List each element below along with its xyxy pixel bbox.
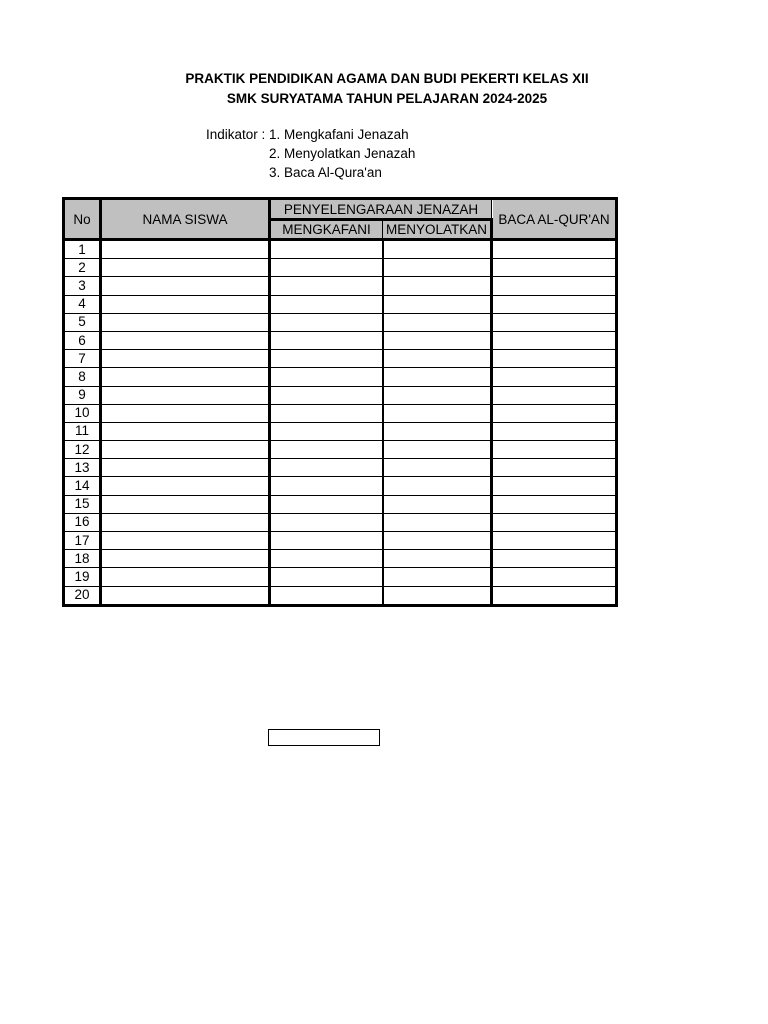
cell-nama[interactable] [101, 513, 270, 531]
cell-mengkafani[interactable] [270, 495, 383, 513]
table-row [64, 368, 617, 386]
table-row [64, 259, 617, 277]
cell-no: 6 [64, 331, 101, 349]
cell-baca[interactable] [492, 513, 617, 531]
cell-nama[interactable] [101, 550, 270, 568]
table-body [64, 240, 617, 606]
cell-baca[interactable] [492, 331, 617, 349]
header-no: No [64, 199, 101, 240]
cell-baca[interactable] [492, 350, 617, 368]
cell-menyolatkan[interactable] [383, 350, 492, 368]
table-row [64, 550, 617, 568]
cell-nama[interactable] [101, 350, 270, 368]
cell-mengkafani[interactable] [270, 422, 383, 440]
cell-baca[interactable] [492, 368, 617, 386]
cell-baca[interactable] [492, 295, 617, 313]
cell-nama[interactable] [101, 477, 270, 495]
cell-nama[interactable] [101, 240, 270, 259]
cell-baca[interactable] [492, 441, 617, 459]
table-row [64, 277, 617, 295]
header-menyolatkan: MENYOLATKAN [383, 220, 492, 240]
cell-mengkafani[interactable] [270, 368, 383, 386]
empty-cell-box[interactable] [268, 729, 380, 746]
indicator-item-1: 1. Mengkafani Jenazah [269, 127, 409, 142]
cell-baca[interactable] [492, 422, 617, 440]
cell-nama[interactable] [101, 586, 270, 605]
cell-mengkafani[interactable] [270, 277, 383, 295]
cell-mengkafani[interactable] [270, 313, 383, 331]
cell-menyolatkan[interactable] [383, 295, 492, 313]
table-row [64, 568, 617, 586]
cell-baca[interactable] [492, 477, 617, 495]
cell-menyolatkan[interactable] [383, 259, 492, 277]
cell-baca[interactable] [492, 568, 617, 586]
cell-nama[interactable] [101, 331, 270, 349]
table-row [64, 313, 617, 331]
cell-no: 13 [64, 459, 101, 477]
cell-mengkafani[interactable] [270, 550, 383, 568]
student-assessment-table [62, 197, 618, 607]
cell-baca[interactable] [492, 495, 617, 513]
cell-no: 17 [64, 532, 101, 550]
cell-no: 2 [64, 259, 101, 277]
cell-mengkafani[interactable] [270, 331, 383, 349]
cell-no: 20 [64, 586, 101, 605]
table-row [64, 404, 617, 422]
cell-nama[interactable] [101, 441, 270, 459]
cell-menyolatkan[interactable] [383, 532, 492, 550]
cell-menyolatkan[interactable] [383, 313, 492, 331]
cell-baca[interactable] [492, 277, 617, 295]
cell-no: 4 [64, 295, 101, 313]
cell-baca[interactable] [492, 586, 617, 605]
cell-nama[interactable] [101, 368, 270, 386]
cell-nama[interactable] [101, 404, 270, 422]
document-title-line-1: PRAKTIK PENDIDIKAN AGAMA DAN BUDI PEKERTI KELAS XII [185, 71, 589, 86]
cell-no: 14 [64, 477, 101, 495]
indicator-label: Indikator : [206, 127, 266, 142]
table-row [64, 513, 617, 531]
cell-menyolatkan[interactable] [383, 386, 492, 404]
cell-nama[interactable] [101, 495, 270, 513]
cell-menyolatkan[interactable] [383, 240, 492, 259]
table-row [64, 331, 617, 349]
cell-mengkafani[interactable] [270, 586, 383, 605]
cell-mengkafani[interactable] [270, 441, 383, 459]
cell-mengkafani[interactable] [270, 459, 383, 477]
table-row [64, 586, 617, 605]
cell-baca[interactable] [492, 259, 617, 277]
cell-menyolatkan[interactable] [383, 550, 492, 568]
header-nama-siswa: NAMA SISWA [101, 199, 270, 240]
cell-nama[interactable] [101, 568, 270, 586]
cell-menyolatkan[interactable] [383, 459, 492, 477]
cell-mengkafani[interactable] [270, 532, 383, 550]
header-baca-al-quran: BACA AL-QUR'AN [492, 199, 617, 240]
cell-no: 18 [64, 550, 101, 568]
table-row [64, 441, 617, 459]
cell-mengkafani[interactable] [270, 513, 383, 531]
cell-no: 5 [64, 313, 101, 331]
table-row [64, 495, 617, 513]
cell-no: 15 [64, 495, 101, 513]
cell-no: 19 [64, 568, 101, 586]
cell-menyolatkan[interactable] [383, 495, 492, 513]
table-row [64, 459, 617, 477]
cell-menyolatkan[interactable] [383, 586, 492, 605]
cell-mengkafani[interactable] [270, 240, 383, 259]
cell-menyolatkan[interactable] [383, 277, 492, 295]
cell-mengkafani[interactable] [270, 259, 383, 277]
cell-menyolatkan[interactable] [383, 404, 492, 422]
cell-mengkafani[interactable] [270, 295, 383, 313]
cell-menyolatkan[interactable] [383, 568, 492, 586]
cell-no: 7 [64, 350, 101, 368]
cell-nama[interactable] [101, 386, 270, 404]
cell-no: 10 [64, 404, 101, 422]
cell-nama[interactable] [101, 295, 270, 313]
cell-mengkafani[interactable] [270, 386, 383, 404]
cell-baca[interactable] [492, 459, 617, 477]
cell-mengkafani[interactable] [270, 404, 383, 422]
cell-nama[interactable] [101, 259, 270, 277]
cell-menyolatkan[interactable] [383, 331, 492, 349]
cell-mengkafani[interactable] [270, 477, 383, 495]
cell-nama[interactable] [101, 277, 270, 295]
table-row [64, 240, 617, 259]
cell-no: 3 [64, 277, 101, 295]
cell-menyolatkan[interactable] [383, 368, 492, 386]
cell-menyolatkan[interactable] [383, 477, 492, 495]
cell-no: 1 [64, 240, 101, 259]
table-row [64, 386, 617, 404]
table-row [64, 477, 617, 495]
cell-no: 8 [64, 368, 101, 386]
header-penyelenggaraan-jenazah: PENYELENGARAAN JENAZAH [270, 199, 492, 220]
cell-nama[interactable] [101, 532, 270, 550]
cell-menyolatkan[interactable] [383, 422, 492, 440]
cell-no: 12 [64, 441, 101, 459]
cell-menyolatkan[interactable] [383, 441, 492, 459]
table-row [64, 422, 617, 440]
document-title-line-2: SMK SURYATAMA TAHUN PELAJARAN 2024-2025 [226, 91, 548, 106]
cell-baca[interactable] [492, 532, 617, 550]
cell-baca[interactable] [492, 550, 617, 568]
cell-baca[interactable] [492, 404, 617, 422]
cell-nama[interactable] [101, 313, 270, 331]
cell-baca[interactable] [492, 386, 617, 404]
cell-mengkafani[interactable] [270, 350, 383, 368]
indicator-item-2: 2. Menyolatkan Jenazah [269, 146, 416, 161]
cell-no: 11 [64, 422, 101, 440]
cell-baca[interactable] [492, 313, 617, 331]
table-row [64, 532, 617, 550]
table-row [64, 295, 617, 313]
indicator-item-3: 3. Baca Al-Qura'an [269, 165, 382, 180]
cell-nama[interactable] [101, 422, 270, 440]
cell-no: 16 [64, 513, 101, 531]
table-row [64, 350, 617, 368]
cell-menyolatkan[interactable] [383, 513, 492, 531]
cell-nama[interactable] [101, 459, 270, 477]
header-mengkafani: MENGKAFANI [270, 220, 383, 240]
cell-mengkafani[interactable] [270, 568, 383, 586]
cell-no: 9 [64, 386, 101, 404]
cell-baca[interactable] [492, 240, 617, 259]
